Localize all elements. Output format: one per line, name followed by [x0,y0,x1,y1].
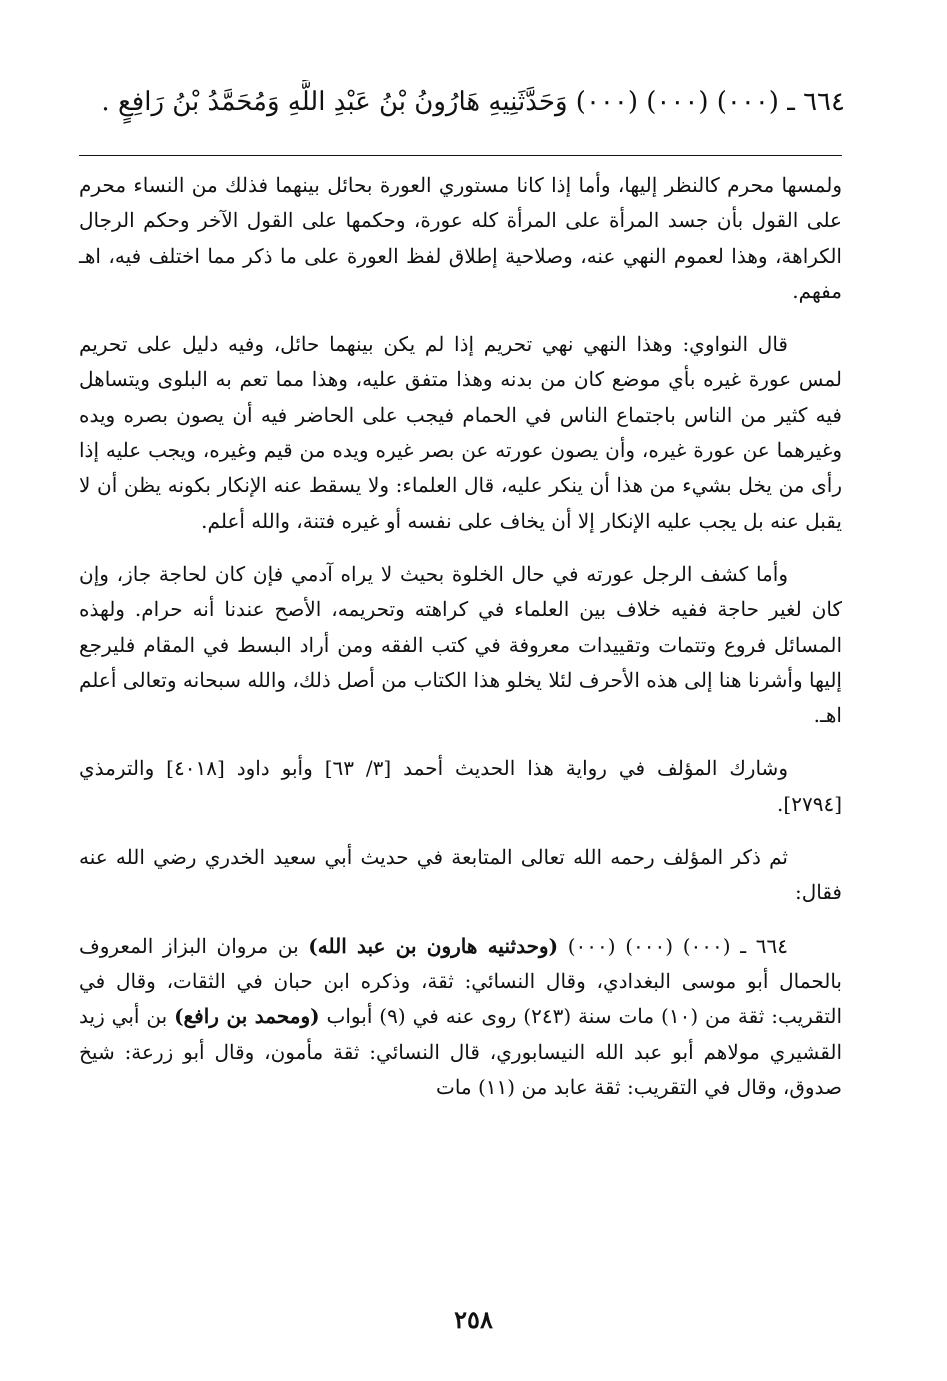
commentary-paragraph: ثم ذكر المؤلف رحمه الله تعالى المتابعة في حديث أبي سعيد الخدري رضي الله عنه فقال: [79,845,842,905]
commentary-paragraph [79,929,842,1105]
hadith-text-line: ٦٦٤ ـ (٠٠٠) (٠٠٠) (٠٠٠) وَحَدَّثَنِيهِ هَارُونُ بْنُ عَبْدِ اللَّهِ وَمُحَمَّدُ بْنُ رَافِعٍ . [101,87,845,117]
narrator-name: (وحدثنيه هارون بن عبد الله) [308,933,559,958]
narrator-name: (ومحمد بن رافع) [174,1004,320,1029]
page-number: ٢٥٨ [454,1305,493,1334]
narrator-bio: بن مروان البزاز المعروف بالحمال أبو موسى البغدادي، وقال النسائي: ثقة، وذكره ابن حبان في الثقات، وقال في التقريب: ثقة من (١٠) مات سنة (٢٤٣) روى عنه في (٩) أبواب [79,933,843,1029]
commentary-paragraph: وأما كشف الرجل عورته في حال الخلوة بحيث لا يراه آدمي فإن كان لحاجة جاز، وإن كان لغير حاجة ففيه خلاف بين العلماء في كراهته وتحريمه، الأصح عندنا أنه حرام. ولهذه المسائل فروع وتتمات وتقييدات معروفة في كتب الفقه ومن أراد البسط في المقام فليرجع إليها وأشرنا هنا إلى هذه الأحرف لئلا يخلو هذا الكتاب من أصل ذلك، والله سبحانه وتعالى أعلم اهـ. [79,561,842,728]
commentary-paragraph: قال النواوي: وهذا النهي نهي تحريم إذا لم يكن بينهما حائل، وفيه دليل على تحريم لمس عورة غيره بأي موضع كان من بدنه وهذا متفق عليه، وهذا مما تعم به البلوى ويتساهل فيه كثير من الناس باجتماع الناس في الحمام فيجب على الحاضر فيه أن يصون بصره ويده وغيرهما عن عورة غيره، وأن يصون عورته عن بصر غيره ويده من قيم وغيره، ويجب عليه إذا رأى من يخل بشيء من هذا أن ينكر عليه، قال العلماء: ولا يسقط عنه الإنكار بكونه يظن أن لا يقبل عنه بل يجب عليه الإنكار إلا أن يخاف على نفسه أو غيره فتنة، والله أعلم. [79,332,842,533]
commentary-paragraph: وشارك المؤلف في رواية هذا الحديث أحمد [٣/ ٦٣] وأبو داود [٤٠١٨] والترمذي [٢٧٩٤]. [79,756,842,816]
narrator-bio: بن أبي زيد القشيري مولاهم أبو عبد الله النيسابوري، قال النسائي: ثقة مأمون، وقال أبو زرعة: شيخ صدوق، وقال في التقريب: ثقة عابد من (١١) مات [79,1004,842,1099]
commentary-paragraph: ولمسها محرم كالنظر إليها، وأما إذا كانا مستوري العورة بحائل بينهما فذلك من النساء محرم على القول بأن جسد المرأة على المرأة كله عورة، وحكمها على القول الآخر وحكم الرجال الكراهة، وهذا لعموم النهي عنه، وصلاحية إطلاق لفظ العورة على ما ذكر مما اختلف فيه، اهـ مفهم. [79,173,842,303]
commentary-body [79,168,842,1123]
footnote-divider [79,155,842,156]
hadith-number: ٦٦٤ ـ (٠٠٠) (٠٠٠) (٠٠٠) [558,933,788,958]
